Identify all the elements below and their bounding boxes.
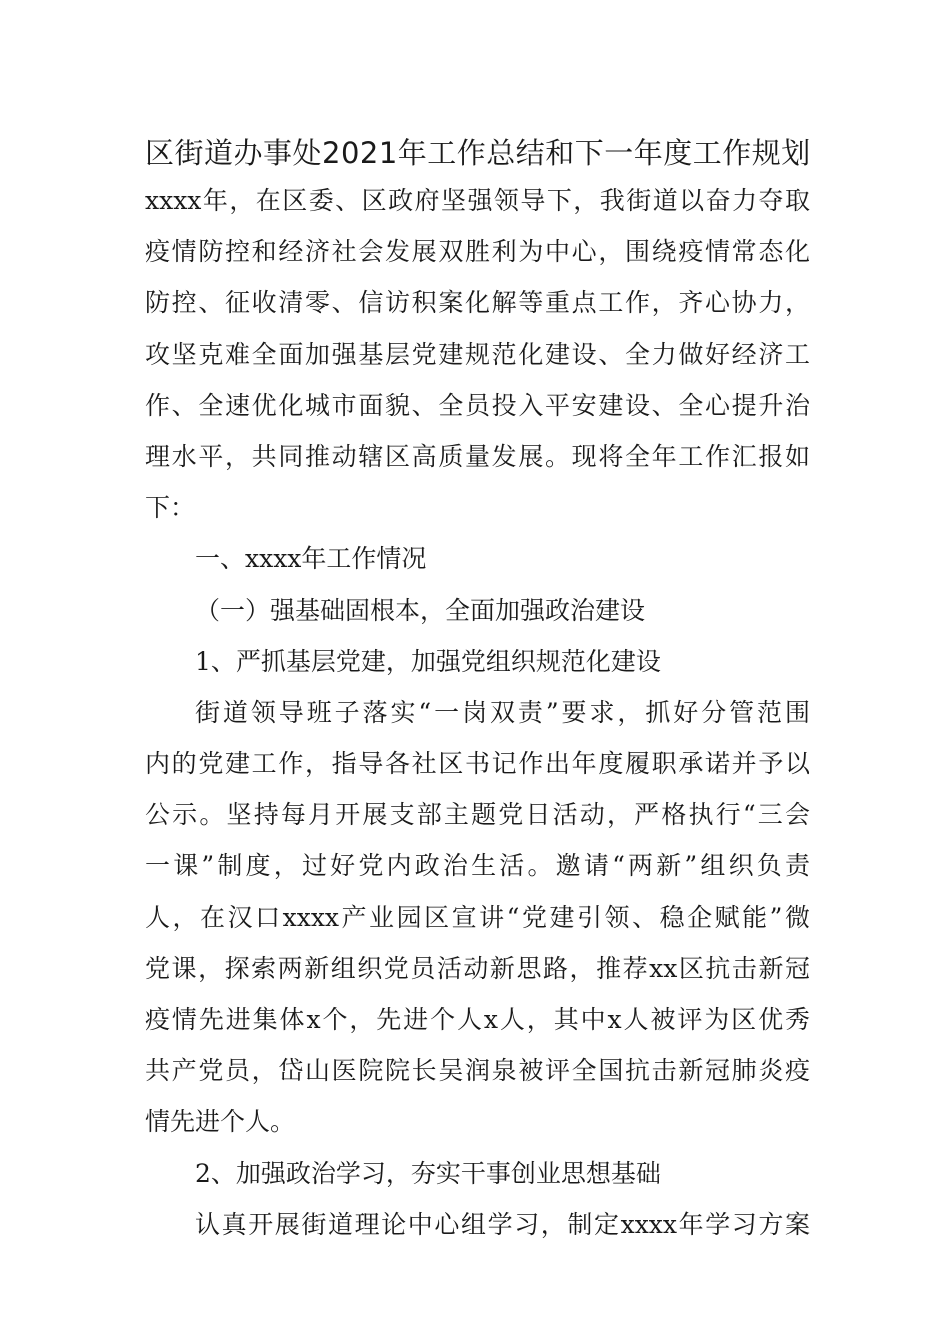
text-line: 1、严抓基层党建，加强党组织规范化建设 (195, 646, 661, 676)
text-line: 攻坚克难全面加强基层党建规范化建设、全力做好经济工 (145, 339, 810, 369)
text-line: （一）强基础固根本，全面加强政治建设 (195, 595, 646, 625)
text-line: xxxx年，在区委、区政府坚强领导下，我街道以奋力夺取 (145, 186, 810, 215)
text-line: 情先进个人。 (145, 1107, 296, 1137)
text-line: 街道领导班子落实“一岗双责”要求，抓好分管范围 (195, 697, 810, 727)
text-line: 2、加强政治学习，夯实干事创业思想基础 (195, 1158, 661, 1188)
text-line: 公示。坚持每月开展支部主题党日活动，严格执行“三会 (145, 800, 810, 830)
text-line: 理水平，共同推动辖区高质量发展。现将全年工作汇报如 (145, 441, 810, 471)
document-body (145, 175, 810, 1250)
text-line: 认真开展街道理论中心组学习，制定xxxx年学习方案 (195, 1209, 810, 1239)
text-line: 作、全速优化城市面貌、全员投入平安建设、全心提升治 (145, 390, 810, 420)
text-line: 疫情先进集体x个，先进个人x人，其中x人被评为区优秀 (145, 1005, 810, 1034)
text-line: 防控、征收清零、信访积案化解等重点工作，齐心协力， (145, 288, 810, 318)
text-line: 一课”制度，过好党内政治生活。邀请“两新”组织负责 (145, 851, 810, 881)
text-line: 内的党建工作，指导各社区书记作出年度履职承诺并予以 (145, 749, 810, 779)
text-line: 疫情防控和经济社会发展双胜利为中心，围绕疫情常态化 (145, 237, 810, 267)
document-title: 区街道办事处2021年工作总结和下一年度工作规划 (145, 136, 811, 170)
text-line: 共产党员，岱山医院院长吴润泉被评全国抗击新冠肺炎疫 (145, 1056, 810, 1086)
text-line: 党课，探索两新组织党员活动新思路，推荐xx区抗击新冠 (145, 953, 810, 983)
text-line: 下： (145, 493, 196, 523)
text-line: 一、xxxx年工作情况 (195, 544, 427, 574)
text-line: 人，在汉口xxxx产业园区宣讲“党建引领、稳企赋能”微 (145, 902, 810, 932)
